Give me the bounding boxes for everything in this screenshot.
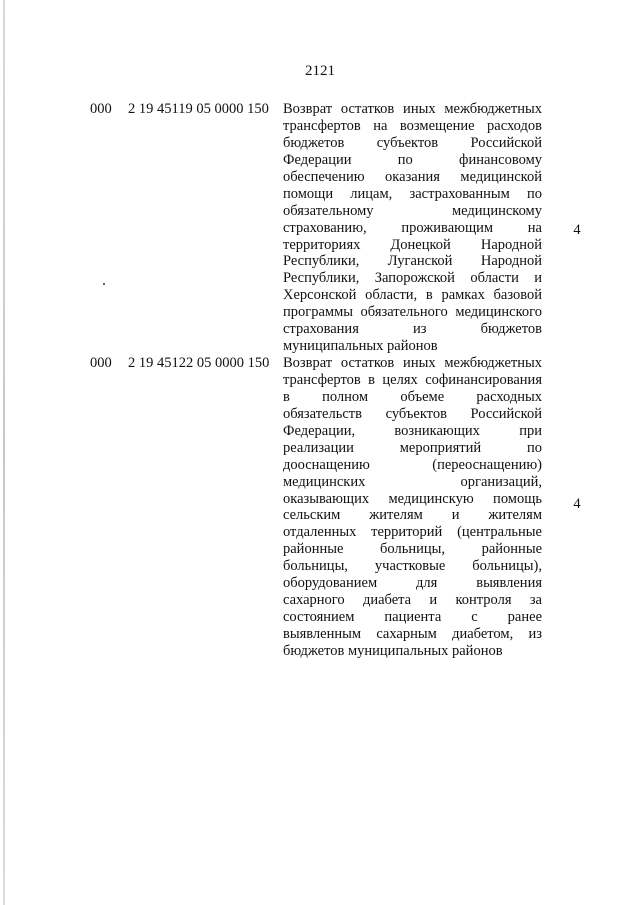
row-1-admin-code: 000 (90, 101, 112, 117)
description-line: оборудованием для выявления (283, 575, 542, 592)
description-line: страхования из бюджетов (283, 321, 542, 338)
description-line: в полном объеме расходных (283, 388, 542, 405)
description-line: сельским жителям и жителям (283, 507, 542, 524)
description-line: программы обязательного медицинского (283, 304, 542, 321)
row-1-description (283, 101, 542, 355)
row-1-amount: 4 (573, 222, 581, 238)
description-line: Федерации по финансовому (283, 151, 542, 168)
description-line: выявленным сахарным диабетом, из (283, 626, 542, 642)
row-2-amount: 4 (573, 496, 581, 512)
description-line: бюджетов субъектов Российской (283, 134, 542, 151)
row-2-kbk-code: 2 19 45122 05 0000 150 (128, 355, 270, 371)
description-line: оказывающих медицинскую помощь (283, 490, 542, 507)
page-number: 2121 (305, 63, 335, 79)
description-line: отдаленных территорий (центральные (283, 524, 542, 541)
description-line: сахарного диабета и контроля за (283, 592, 542, 609)
description-line: Возврат остатков иных межбюджетных (283, 101, 542, 117)
description-line: обязательному медицинскому (283, 202, 542, 219)
description-line: страхованию, проживающим на (283, 219, 542, 236)
row-1-kbk-code: 2 19 45119 05 0000 150 (128, 101, 269, 117)
description-line: обязательств субъектов Российской (283, 405, 542, 422)
scan-speck (103, 283, 105, 285)
row-2-description (283, 355, 542, 660)
description-line: бюджетов муниципальных районов (283, 642, 503, 659)
description-line: дооснащению (переоснащению) (283, 456, 542, 473)
description-line: Республики, Запорожской области и (283, 270, 542, 287)
description-line: медицинских организаций, (283, 473, 542, 490)
description-line: муниципальных районов (283, 338, 438, 355)
description-line: трансфертов в целях софинансирования (283, 371, 542, 388)
description-line: Федерации, возникающих при (283, 422, 542, 439)
description-line: Республики, Луганской Народной (283, 253, 542, 270)
description-line: Херсонской области, в рамках базовой (283, 287, 542, 304)
row-2-admin-code: 000 (90, 355, 112, 371)
description-line: районные больницы, районные (283, 541, 542, 558)
description-line: реализации мероприятий по (283, 439, 542, 456)
description-line: обеспечению оказания медицинской (283, 168, 542, 185)
description-line: Возврат остатков иных межбюджетных (283, 355, 542, 371)
scan-page-edge (3, 0, 5, 905)
description-line: помощи лицам, застрахованным по (283, 185, 542, 202)
description-line: трансфертов на возмещение расходов (283, 117, 542, 134)
description-line: состоянием пациента с ранее (283, 609, 542, 626)
description-line: больницы, участковые больницы), (283, 558, 542, 575)
description-line: территориях Донецкой Народной (283, 236, 542, 253)
